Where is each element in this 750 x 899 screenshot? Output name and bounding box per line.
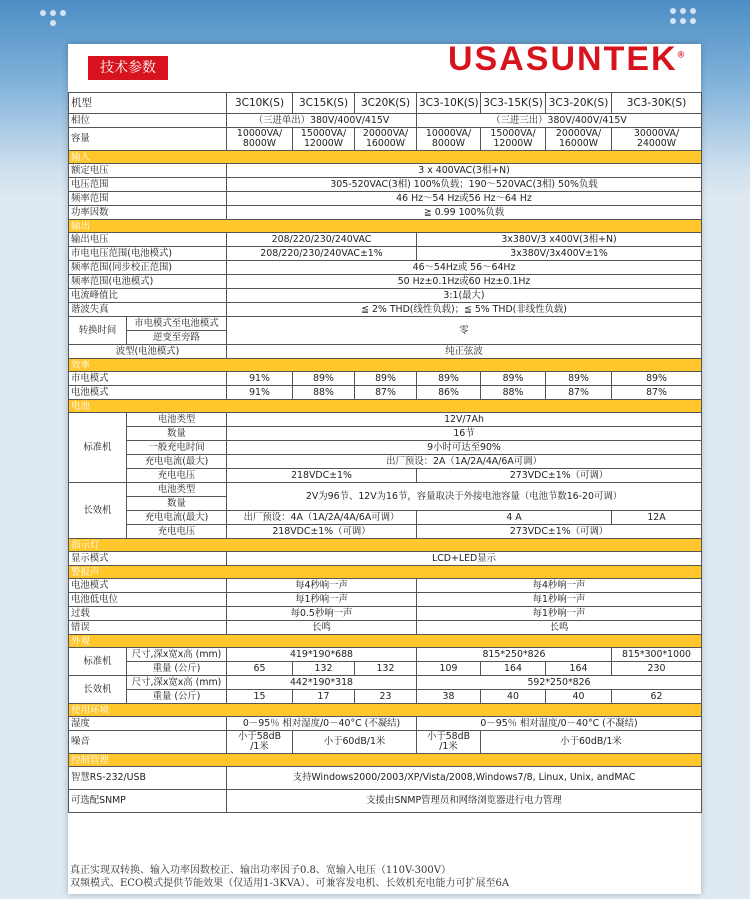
table-row: [69, 289, 702, 303]
table-cell: 46～54Hz或 56～64Hz: [227, 261, 702, 275]
table-cell: 109: [417, 662, 481, 676]
table-cell: 出厂预设：4A（1A/2A/4A/6A可调）: [227, 511, 417, 525]
table-cell: 91%: [227, 386, 293, 400]
row-label: 长效机: [69, 676, 127, 704]
row-sublabel: 电池类型: [127, 483, 227, 497]
table-cell: 长鸣: [227, 621, 417, 635]
table-row: [69, 164, 702, 178]
row-label: 转换时间: [69, 317, 127, 345]
table-cell: 218VDC±1%（可调）: [227, 525, 417, 539]
table-cell: 每1秒响一声: [227, 593, 417, 607]
row-label: 过载: [69, 607, 227, 621]
table-cell: 40: [481, 690, 546, 704]
row-label: 电压范围: [69, 178, 227, 192]
table-cell: （三进三出）380V/400V/415V: [417, 114, 702, 128]
row-label: 标准机: [69, 648, 127, 676]
section-header: [69, 566, 702, 579]
table-row: [69, 767, 702, 790]
table-cell: 89%: [417, 372, 481, 386]
row-label: 频率范围: [69, 192, 227, 206]
table-cell: 小于60dB/1米: [293, 731, 417, 754]
table-cell: 15000VA/ 12000W: [293, 128, 355, 151]
row-sublabel: 市电模式至电池模式: [127, 317, 227, 331]
table-cell: 592*250*826: [417, 676, 702, 690]
table-cell: 每0.5秒响一声: [227, 607, 417, 621]
table-row: [69, 593, 702, 607]
table-row: [69, 607, 702, 621]
row-label: 智慧RS-232/USB: [69, 767, 227, 790]
table-cell: ≧ 0.99 100%负载: [227, 206, 702, 220]
table-row: [69, 178, 702, 192]
table-cell: ≦ 2% THD(线性负载)；≦ 5% THD(非线性负载): [227, 303, 702, 317]
table-cell: 89%: [293, 372, 355, 386]
note-line: 双频模式、ECO模式提供节能效果（仅适用1-3KVA）、可兼容发电机、长效机充电能力可扩展至6A: [70, 878, 510, 889]
table-cell: 273VDC±1%（可调）: [417, 469, 702, 483]
model-cell: 3C3-20K(S): [546, 93, 612, 114]
table-cell: 132: [293, 662, 355, 676]
section-header: [69, 754, 702, 767]
table-row: [69, 345, 702, 359]
table-cell: 23: [355, 690, 417, 704]
row-sublabel: 尺寸,深x宽x高 (mm): [127, 648, 227, 662]
table-cell: 出厂预设：2A（1A/2A/4A/6A可调）: [227, 455, 702, 469]
table-cell: 0－95％ 相对湿度/0－40°C (不凝结): [227, 717, 417, 731]
row-label: 电池模式: [69, 386, 227, 400]
table-row: [69, 690, 702, 704]
table-row: [69, 469, 702, 483]
section-header: [69, 400, 702, 413]
table-cell: 支援由SNMP管理员和网络浏览器进行电力管理: [227, 790, 702, 813]
table-cell: （三进单出）380V/400V/415V: [227, 114, 417, 128]
section-header: [69, 359, 702, 372]
table-cell: 208/220/230/240VAC: [227, 233, 417, 247]
model-cell: 3C10K(S): [227, 93, 293, 114]
table-cell: 小于58dB /1米: [227, 731, 293, 754]
table-cell: 88%: [293, 386, 355, 400]
row-label: 显示模式: [69, 552, 227, 566]
row-label: 频率范围(同步校正范围): [69, 261, 227, 275]
section-header: [69, 704, 702, 717]
row-sublabel: 重量 (公斤): [127, 662, 227, 676]
row-label: 波型(电池模式): [69, 345, 227, 359]
section-title: 指示灯: [69, 539, 702, 552]
table-row: [69, 275, 702, 289]
table-cell: 20000VA/ 16000W: [355, 128, 417, 151]
table-cell: 89%: [546, 372, 612, 386]
row-label: 错误: [69, 621, 227, 635]
row-label: 功率因数: [69, 206, 227, 220]
table-cell: 10000VA/ 8000W: [227, 128, 293, 151]
table-cell: 17: [293, 690, 355, 704]
row-sublabel: 电池类型: [127, 413, 227, 427]
table-cell: 46 Hz～54 Hz或56 Hz～64 Hz: [227, 192, 702, 206]
table-cell: 40: [546, 690, 612, 704]
page-title: 技术参数: [88, 56, 168, 80]
table-row: [69, 579, 702, 593]
table-row: [69, 128, 702, 151]
table-cell: 442*190*318: [227, 676, 417, 690]
table-cell: 164: [481, 662, 546, 676]
row-sublabel: 充电电流(最大): [127, 455, 227, 469]
table-row: [69, 372, 702, 386]
table-cell: 87%: [355, 386, 417, 400]
row-sublabel: 充电电压: [127, 525, 227, 539]
table-cell: 4 A: [417, 511, 612, 525]
table-cell: 长鸣: [417, 621, 702, 635]
row-label: 市电模式: [69, 372, 227, 386]
section-header: [69, 539, 702, 552]
table-cell: 零: [227, 317, 702, 345]
table-cell: 91%: [227, 372, 293, 386]
model-cell: 3C15K(S): [293, 93, 355, 114]
table-cell: 支持Windows2000/2003/XP/Vista/2008,Windows7/8, Linux, Unix, andMAC: [227, 767, 702, 790]
table-cell: 87%: [546, 386, 612, 400]
table-row: [69, 676, 702, 690]
registered-mark: ®: [677, 49, 687, 60]
section-header: [69, 220, 702, 233]
table-cell: 273VDC±1%（可调）: [417, 525, 702, 539]
note-line: 真正实现双转换、输入功率因数校正、输出功率因子0.8、宽输入电压（110V-300V）: [70, 865, 451, 876]
table-cell: 每4秒响一声: [417, 579, 702, 593]
table-row: [69, 455, 702, 469]
table-row: [69, 525, 702, 539]
row-label: 市电电压范围(电池模式): [69, 247, 227, 261]
table-row: [69, 413, 702, 427]
table-row: [69, 621, 702, 635]
spec-table: [68, 92, 702, 813]
row-sublabel: 一般充电时间: [127, 441, 227, 455]
row-label: 额定电压: [69, 164, 227, 178]
row-label: 相位: [69, 114, 227, 128]
table-row: [69, 261, 702, 275]
table-cell: 86%: [417, 386, 481, 400]
row-label: 容量: [69, 128, 227, 151]
row-sublabel: 尺寸,深x宽x高 (mm): [127, 676, 227, 690]
table-cell: 30000VA/ 24000W: [612, 128, 702, 151]
model-cell: 3C20K(S): [355, 93, 417, 114]
table-cell: 0－95％ 相对湿度/0－40°C (不凝结): [417, 717, 702, 731]
logo-text: USASUNTEK: [448, 40, 678, 78]
row-label: 电流峰值比: [69, 289, 227, 303]
table-cell: 15: [227, 690, 293, 704]
row-sublabel: 数量: [127, 497, 227, 511]
table-cell: 9小时可达至90%: [227, 441, 702, 455]
table-row: [69, 93, 702, 114]
table-cell: 小于58dB /1米: [417, 731, 481, 754]
table-row: [69, 192, 702, 206]
section-title: 警报声: [69, 566, 702, 579]
table-row: [69, 303, 702, 317]
table-cell: 89%: [355, 372, 417, 386]
section-title: 外观: [69, 635, 702, 648]
table-cell: 20000VA/ 16000W: [546, 128, 612, 151]
table-cell: 15000VA/ 12000W: [481, 128, 546, 151]
row-label: 噪音: [69, 731, 227, 754]
table-cell: 38: [417, 690, 481, 704]
table-cell: 89%: [481, 372, 546, 386]
table-row: [69, 511, 702, 525]
row-label: 电池低电位: [69, 593, 227, 607]
brand-logo: [448, 40, 686, 79]
table-cell: 每1秒响一声: [417, 607, 702, 621]
table-cell: 每1秒响一声: [417, 593, 702, 607]
section-title: 输出: [69, 220, 702, 233]
table-cell: 305-520VAC(3相) 100%负载；190～520VAC(3相) 50%负载: [227, 178, 702, 192]
table-cell: 3 x 400VAC(3相+N): [227, 164, 702, 178]
footnotes: [70, 864, 700, 890]
row-label: 湿度: [69, 717, 227, 731]
table-cell: 815*250*826: [417, 648, 612, 662]
table-cell: 16节: [227, 427, 702, 441]
table-row: [69, 552, 702, 566]
row-label: 电池模式: [69, 579, 227, 593]
table-cell: 50 Hz±0.1Hz或60 Hz±0.1Hz: [227, 275, 702, 289]
table-cell: 87%: [612, 386, 702, 400]
table-cell: 230: [612, 662, 702, 676]
table-cell: 88%: [481, 386, 546, 400]
row-label: 可选配SNMP: [69, 790, 227, 813]
table-cell: 10000VA/ 8000W: [417, 128, 481, 151]
table-cell: 2V为96节、12V为16节，容量取决于外接电池容量（电池节数16-20可调）: [227, 483, 702, 511]
table-row: [69, 114, 702, 128]
table-cell: 218VDC±1%: [227, 469, 417, 483]
table-cell: 208/220/230/240VAC±1%: [227, 247, 417, 261]
row-sublabel: 充电电流(最大): [127, 511, 227, 525]
model-cell: 3C3-10K(S): [417, 93, 481, 114]
table-cell: 12V/7Ah: [227, 413, 702, 427]
section-header: [69, 635, 702, 648]
table-cell: 65: [227, 662, 293, 676]
table-cell: 3x380V/3 x400V(3相+N): [417, 233, 702, 247]
row-label: 输出电压: [69, 233, 227, 247]
table-cell: 419*190*688: [227, 648, 417, 662]
table-cell: 3x380V/3x400V±1%: [417, 247, 702, 261]
model-cell: 3C3-15K(S): [481, 93, 546, 114]
row-label: 标准机: [69, 413, 127, 483]
row-sublabel: 充电电压: [127, 469, 227, 483]
table-row: [69, 206, 702, 220]
table-cell: 89%: [612, 372, 702, 386]
section-title: 控制管理: [69, 754, 702, 767]
row-label: 频率范围(电池模式): [69, 275, 227, 289]
model-cell: 3C3-30K(S): [612, 93, 702, 114]
table-cell: 132: [355, 662, 417, 676]
table-row: [69, 662, 702, 676]
row-label: 长效机: [69, 483, 127, 539]
table-cell: 62: [612, 690, 702, 704]
row-sublabel: 数量: [127, 427, 227, 441]
table-cell: 164: [546, 662, 612, 676]
row-sublabel: 重量 (公斤): [127, 690, 227, 704]
header-label: 机型: [69, 93, 227, 114]
table-row: [69, 386, 702, 400]
table-cell: 815*300*1000: [612, 648, 702, 662]
section-title: 使用环境: [69, 704, 702, 717]
row-sublabel: 逆变至旁路: [127, 331, 227, 345]
section-title: 效率: [69, 359, 702, 372]
section-title: 输入: [69, 151, 702, 164]
section-title: 电池: [69, 400, 702, 413]
table-row: [69, 441, 702, 455]
table-cell: 纯正弦波: [227, 345, 702, 359]
table-cell: 每4秒响一声: [227, 579, 417, 593]
table-cell: 3:1(最大): [227, 289, 702, 303]
table-cell: LCD+LED显示: [227, 552, 702, 566]
row-label: 谐波失真: [69, 303, 227, 317]
table-row: [69, 731, 702, 754]
table-row: [69, 717, 702, 731]
table-cell: 12A: [612, 511, 702, 525]
table-cell: 小于60dB/1米: [481, 731, 702, 754]
table-row: [69, 427, 702, 441]
table-row: [69, 317, 702, 331]
table-row: [69, 233, 702, 247]
table-row: [69, 247, 702, 261]
table-row: [69, 648, 702, 662]
table-row: [69, 483, 702, 497]
section-header: [69, 151, 702, 164]
table-row: [69, 790, 702, 813]
